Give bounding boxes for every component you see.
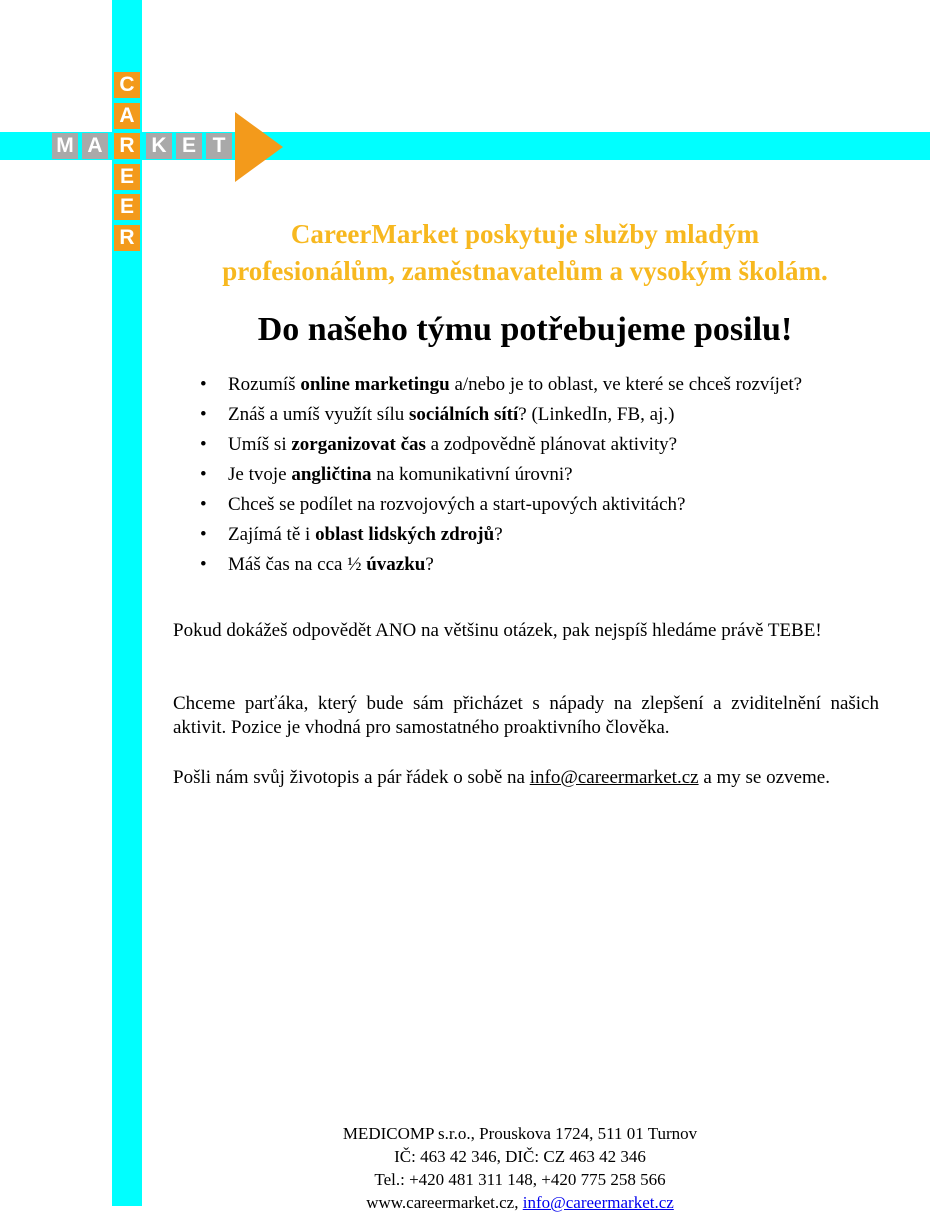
page-title: Do našeho týmu potřebujeme posilu!	[257, 311, 793, 348]
logo-arrow-icon	[235, 112, 285, 182]
list-item: • Rozumíš online marketingu a/nebo je to oblast, ve které se chceš rozvíjet?	[200, 370, 802, 400]
logo-career-letter: A	[114, 103, 140, 129]
logo-market-letter: M	[52, 133, 78, 159]
footer-phone: Tel.: +420 481 311 148, +420 775 258 566	[374, 1170, 666, 1189]
requirements-list	[200, 370, 802, 580]
list-item: • Znáš a umíš využít sílu sociálních sítí? (LinkedIn, FB, aj.)	[200, 400, 802, 430]
logo-market-letter: K	[146, 133, 172, 159]
email-link[interactable]: info@careermarket.cz	[529, 767, 699, 788]
footer-web: www.careermarket.cz, info@careermarket.cz	[366, 1193, 674, 1212]
paragraph-intro: Pokud dokážeš odpovědět ANO na většinu otázek, pak nejspíš hledáme právě TEBE!	[173, 620, 822, 641]
list-item: • Je tvoje angličtina na komunikativní úrovni?	[200, 460, 802, 490]
footer	[300, 1122, 740, 1214]
footer-address: MEDICOMP s.r.o., Prouskova 1724, 511 01 Turnov	[342, 1124, 698, 1143]
logo-career-letter: R	[114, 225, 140, 251]
list-item: • Zajímá tě i oblast lidských zdrojů?	[200, 520, 802, 550]
paragraph-contact: Pošli nám svůj životopis a pár řádek o sobě na info@careermarket.cz a my se ozveme.	[173, 767, 830, 788]
footer-ids: IČ: 463 42 346, DIČ: CZ 463 42 346	[394, 1147, 646, 1166]
list-item: • Umíš si zorganizovat čas a zodpovědně plánovat aktivity?	[200, 430, 802, 460]
logo-career-letter: R	[114, 133, 140, 159]
logo-market-letter: T	[206, 133, 232, 159]
subtitle	[150, 216, 900, 290]
logo-market-letter: A	[82, 133, 108, 159]
logo-career-letter: E	[114, 194, 140, 220]
logo-career-letter: C	[114, 72, 140, 98]
list-item: • Chceš se podílet na rozvojových a start-upových aktivitách?	[200, 490, 802, 520]
logo-career-letter: E	[114, 164, 140, 190]
list-item: • Máš čas na cca ½ úvazku?	[200, 550, 802, 580]
footer-email-link[interactable]: info@careermarket.cz	[522, 1193, 674, 1212]
subtitle-line: CareerMarket poskytuje služby mladým	[290, 219, 760, 249]
subtitle-line: profesionálům, zaměstnavatelům a vysokým školám.	[222, 256, 828, 286]
logo-market-letter: E	[176, 133, 202, 159]
paragraph-description: Chceme parťáka, který bude sám přicházet s nápady na zlepšení a zviditelnění našich aktivit. Pozice je vhodná pro samostatného proaktivního člověka.	[173, 693, 879, 738]
